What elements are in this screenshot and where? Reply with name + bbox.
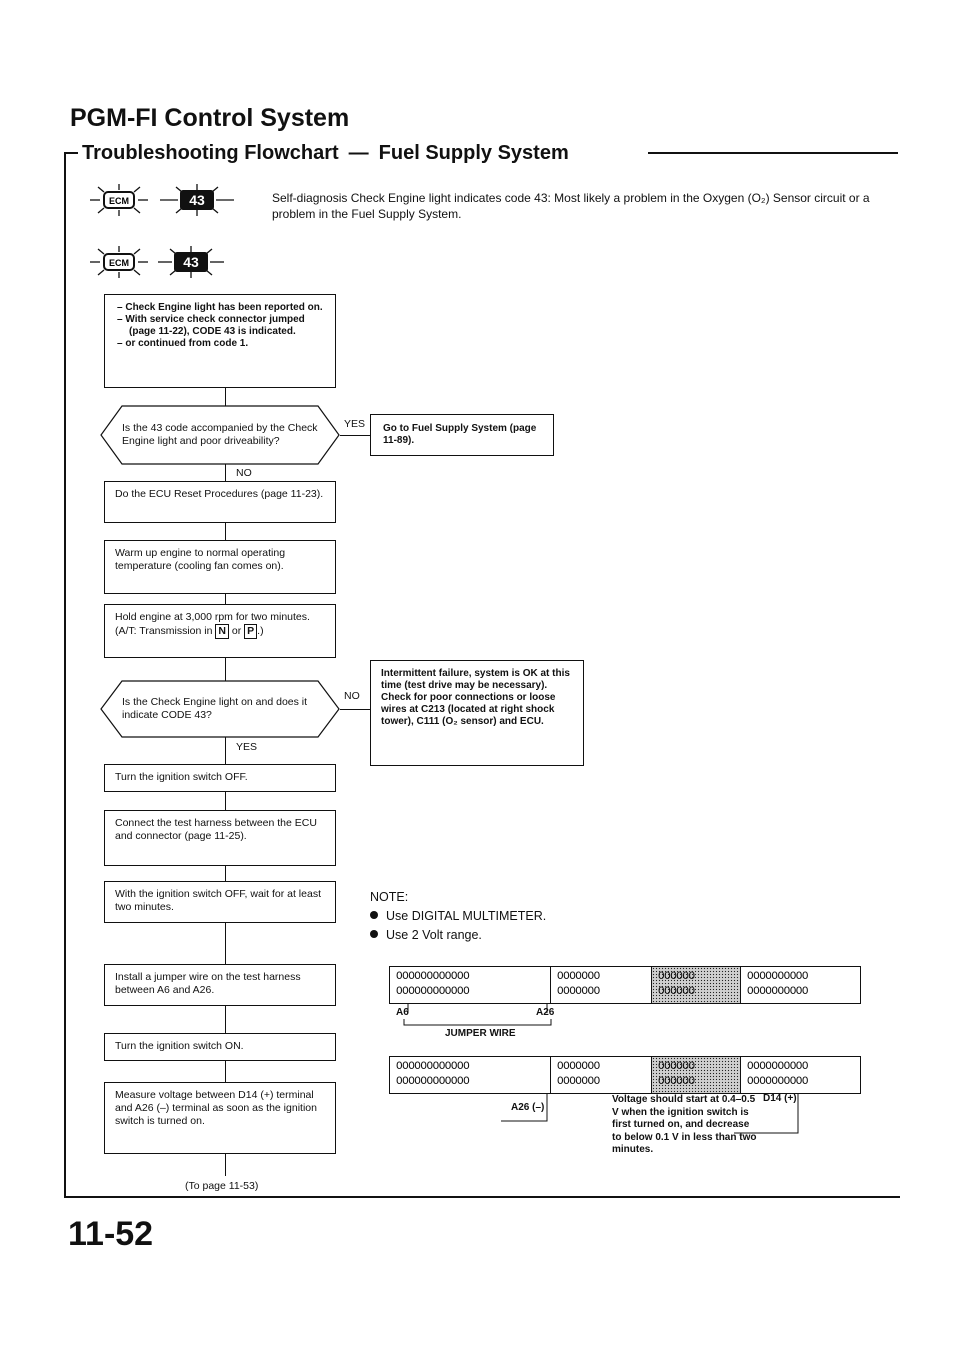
pin-a26-negative-label: A26 (–) xyxy=(511,1102,545,1113)
code-43-label-2: 43 xyxy=(183,254,199,270)
page-title: PGM-FI Control System xyxy=(70,104,350,132)
gear-n-key: N xyxy=(215,624,229,639)
hold-at-line xyxy=(115,624,325,639)
wait-box xyxy=(104,881,336,923)
note-bullet-2 xyxy=(370,926,546,945)
hold-text: Hold engine at 3,000 rpm for two minutes. xyxy=(115,611,310,623)
check-engine-steady-icon xyxy=(88,244,238,280)
bullet-icon xyxy=(370,911,378,919)
measure-box xyxy=(104,1082,336,1154)
note-block xyxy=(370,888,546,945)
test-harness-connector-1 xyxy=(389,966,861,1004)
no-connector-2 xyxy=(340,709,370,710)
decision-q2 xyxy=(100,680,340,738)
frame-right-top xyxy=(648,152,898,154)
q1-yes-label: YES xyxy=(344,418,366,430)
q1-no-label: NO xyxy=(236,467,252,479)
yes-connector-1 xyxy=(340,435,370,436)
warm-text: Warm up engine to normal operating temperature (cooling fan comes on). xyxy=(115,547,286,572)
connector-2-segment-d: OOOOOOOOOO OOOOOOOOOO xyxy=(747,1061,809,1088)
code-43-label: 43 xyxy=(189,192,205,208)
frame-bottom xyxy=(64,1196,900,1198)
test-harness-connector-2 xyxy=(389,1056,861,1094)
intro-text: Self-diagnosis Check Engine light indicates code 43: Most likely a problem in the Oxygen (O₂) Sensor circuit or a problem in the Fuel Supply System. xyxy=(272,191,870,221)
section-heading xyxy=(82,142,569,165)
pin-a26-label: A26 xyxy=(536,1007,555,1018)
connector-1-segment-b: OOOOOOO OOOOOOO xyxy=(551,967,652,1003)
q2-no-label: NO xyxy=(344,690,360,702)
connector-1-segment-a: OOOOOOOOOOOO OOOOOOOOOOOO xyxy=(390,967,551,1003)
start-box xyxy=(104,294,336,388)
connector-2-segment-c: OOOOOO OOOOOO xyxy=(652,1057,741,1093)
connector-1-segment-c: OOOOOO OOOOOO xyxy=(652,967,741,1003)
connector-2-segment-a: OOOOOOOOOOOO OOOOOOOOOOOO xyxy=(390,1057,551,1093)
svg-text:ECM: ECM xyxy=(109,196,129,206)
ignition-off-box xyxy=(104,764,336,792)
to-page-ref: (To page 11-53) xyxy=(185,1180,259,1192)
voltage-spec-note: Voltage should start at 0.4–0.5 V when the ignition switch is first turned on, and decrease to below 0.1 V in less than two minutes. xyxy=(612,1094,757,1155)
bullet-icon xyxy=(370,930,378,938)
q2-yes-label: YES xyxy=(236,741,258,753)
connect-harness-box xyxy=(104,810,336,866)
jumper-wire-bracket xyxy=(389,1003,589,1029)
decision-q1 xyxy=(100,405,340,465)
ignition-off-text: Turn the ignition switch OFF. xyxy=(115,771,248,783)
measure-text: Measure voltage between D14 (+) terminal and A26 (–) terminal as soon as the ignition switch is turned on. xyxy=(115,1089,317,1127)
note-bullet-1-text: Use DIGITAL MULTIMETER. xyxy=(386,909,547,923)
page-number: 11-52 xyxy=(68,1215,154,1253)
close-paren: .) xyxy=(257,625,264,637)
check-engine-blink-icon xyxy=(88,182,268,218)
note-bullet-2-text: Use 2 Volt range. xyxy=(386,928,482,942)
q1-text: Is the 43 code accompanied by the Check Engine light and poor driveability? xyxy=(122,422,318,447)
warm-box xyxy=(104,540,336,594)
wait-text: With the ignition switch OFF, wait for at least two minutes. xyxy=(115,888,321,913)
pin-d14-positive-label: D14 (+) xyxy=(763,1093,797,1104)
subsection-title: Fuel Supply System xyxy=(378,142,569,164)
goto-fuel-box xyxy=(370,414,554,456)
reset-text: Do the ECU Reset Procedures (page 11-23). xyxy=(115,488,324,500)
reset-box xyxy=(104,481,336,523)
svg-text:ECM: ECM xyxy=(109,258,129,268)
pin-a6-label: A6 xyxy=(396,1007,409,1018)
jumper-box xyxy=(104,964,336,1006)
intermittent-text: Intermittent failure, system is OK at this time (test drive may be necessary). Check for poor connections or loose wires at C213 (located at right shock tower), C111 (O₂ sensor) and ECU. xyxy=(381,668,570,727)
goto-fuel-text: Go to Fuel Supply System (page 11-89). xyxy=(383,423,537,446)
note-label: NOTE: xyxy=(370,890,409,904)
gear-p-key: P xyxy=(244,624,257,639)
intermittent-box xyxy=(370,660,584,766)
connector-1-segment-d: OOOOOOOOOO OOOOOOOOOO xyxy=(747,971,809,998)
connect-text: Connect the test harness between the ECU and connector (page 11-25). xyxy=(115,817,317,842)
start-line-2: – With service check connector jumped (page 11-22), CODE 43 is indicated. xyxy=(117,314,323,338)
ignition-on-text: Turn the ignition switch ON. xyxy=(115,1040,244,1052)
q2-text: Is the Check Engine light on and does it indicate CODE 43? xyxy=(122,696,308,721)
start-line-1: – Check Engine light has been reported on. xyxy=(117,302,323,314)
or-text: or xyxy=(231,625,242,637)
jumper-wire-label: JUMPER WIRE xyxy=(445,1028,516,1039)
connector-2-segment-b: OOOOOOO OOOOOOO xyxy=(551,1057,652,1093)
hold-box xyxy=(104,604,336,658)
ignition-on-box xyxy=(104,1033,336,1061)
frame-left-top xyxy=(64,152,78,154)
frame-left xyxy=(64,152,66,1197)
note-bullet-1 xyxy=(370,907,546,926)
start-line-3: – or continued from code 1. xyxy=(117,338,323,350)
jumper-text: Install a jumper wire on the test harness between A6 and A26. xyxy=(115,971,301,996)
hold-at-text: (A/T: Transmission in xyxy=(115,625,213,637)
heading-separator: — xyxy=(348,142,369,164)
section-title: Troubleshooting Flowchart xyxy=(82,142,339,164)
